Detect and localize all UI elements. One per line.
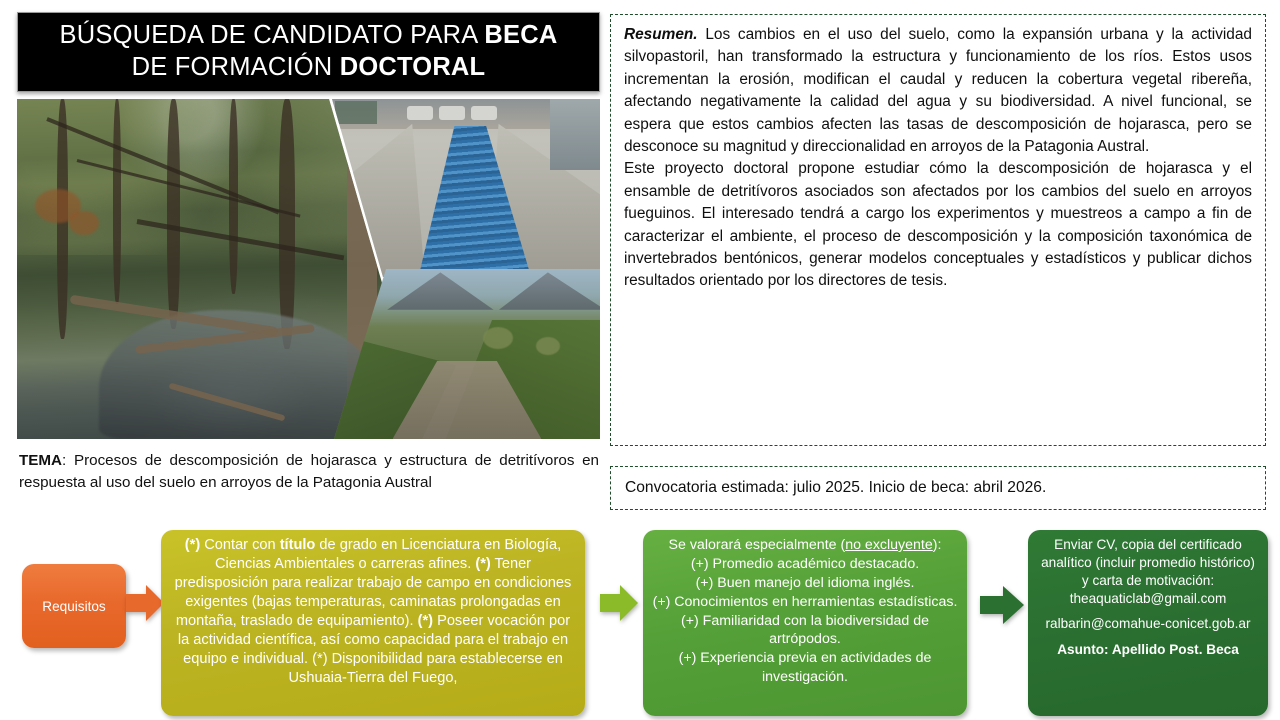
enviar-email-2[interactable]: ralbarin@comahue-conicet.gob.ar xyxy=(1045,615,1251,631)
valorado-item-4: (+) Experiencia previa en actividades de investigación. xyxy=(678,650,932,686)
building xyxy=(335,101,377,124)
tree-trunk xyxy=(167,99,180,329)
requisitos-label: Requisitos xyxy=(42,598,106,614)
valorado-text xyxy=(643,530,967,691)
valorado-intro-underline: no excluyente xyxy=(845,537,933,553)
tema-label: TEMA xyxy=(19,452,63,469)
valorado-intro-a: Se valorará especialmente ( xyxy=(668,537,846,553)
convocatoria-text: Convocatoria estimada: julio 2025. Inicio de beca: abril 2026. xyxy=(625,479,1047,496)
grass-tuft xyxy=(483,327,513,349)
parked-car xyxy=(407,106,433,120)
enviar-asunto: Asunto: Apellido Post. Beca xyxy=(1057,641,1239,657)
autumn-foliage xyxy=(69,211,99,235)
title-line2-plain: DE FORMACIÓN xyxy=(131,53,340,81)
resumen-paragraph-1 xyxy=(624,24,1252,158)
req-seg-4: de grado en Licenciatura en Biología, Ciencias Ambientales o carreras afines. xyxy=(214,537,562,572)
valorado-item-1: (+) Promedio académico destacado. xyxy=(690,555,920,572)
req-marker-2: (*) xyxy=(475,555,491,572)
resumen-body-1: Los cambios en el uso del suelo, como la expansión urbana y la actividad silvopastoril, han transformado la estructura y funcionamiento de los ríos. Estos usos incrementan la erosión, modifican el caudal y reducen la cobertura vegetal ribereña, afectando negativamente la calidad del agua y su biodiversidad. A nivel funcional, se espera que estos cambios afecten las tasas de descomposición de hojarasca, pero se desconoce su magnitud y direccionalidad en arroyos de la Patagonia Austral. xyxy=(624,26,1252,156)
req-marker-1: (*) xyxy=(184,537,201,553)
arrow-right-green-icon xyxy=(600,583,638,623)
convocatoria-panel xyxy=(610,466,1266,510)
photo-collage xyxy=(17,99,600,439)
tree-trunk xyxy=(279,99,295,349)
resumen-panel xyxy=(610,14,1266,446)
tema-text: : Procesos de descomposición de hojarasca y estructura de detritívoros en respuesta al uso del suelo en arroyos de la Patagonia Austral xyxy=(19,452,599,491)
grass-tuft xyxy=(536,337,560,355)
valorado-item-2: (+) Buen manejo del idioma inglés. xyxy=(695,574,915,591)
title-line1-plain: BÚSQUEDA DE CANDIDATO PARA xyxy=(59,21,485,50)
enviar-box xyxy=(1028,530,1268,716)
mountain xyxy=(387,272,493,309)
mountain xyxy=(499,272,600,309)
tema-block xyxy=(19,450,599,493)
req-seg-8: Poseer vocación por la actividad científica, así como capacidad para el trabajo en equipo e individual. (*) Disponibilidad para establecerse en Ushuaia-Tierra del Fuego, xyxy=(177,612,571,686)
enviar-text xyxy=(1028,530,1268,663)
resumen-paragraph-2: Este proyecto doctoral propone estudiar cómo la descomposición de hojarasca y el ensamble de detritívoros asociados son afectados por los cambios del suelo en arroyos fueguinos. El interesado tendrá a cargo los experimentos y muestreos a campo a fin de caracterizar el ambiente, el proceso de descomposición y la composición taxonómica de invertebrados bentónicos, generar modelos conceptuales y estadísticos y publicar dichos resultados orientado por los directores de tesis. xyxy=(624,160,1252,290)
enviar-email-1[interactable]: theaquaticlab@gmail.com xyxy=(1069,590,1227,606)
valorado-box xyxy=(643,530,967,716)
req-marker-3: (*) xyxy=(417,612,434,629)
enviar-intro: Enviar CV, copia del certificado analítico (incluir promedio histórico) y carta de motivación: xyxy=(1041,537,1255,588)
resumen-heading: Resumen. xyxy=(624,26,698,43)
title-line2-bold: DOCTORAL xyxy=(339,53,486,81)
arrow-right-dark-green-icon xyxy=(980,583,1024,627)
valorado-intro-b: ): xyxy=(932,537,942,553)
poster-title-text xyxy=(50,20,568,83)
req-seg-2: Contar con xyxy=(200,537,280,553)
requisitos-list-box xyxy=(161,530,585,716)
arrow-right-orange-icon xyxy=(126,583,164,623)
poster-title-banner xyxy=(17,12,600,92)
title-line1-bold: BECA xyxy=(484,21,558,50)
tree-trunk xyxy=(113,99,121,304)
valorado-item-3: (+) Conocimientos en herramientas estadísticas. (+) Familiaridad con la biodiversidad de artrópodos. xyxy=(652,593,958,648)
requisitos-list-text xyxy=(161,530,585,692)
req-titulo-bold: título xyxy=(279,537,316,553)
parked-car xyxy=(471,106,497,120)
parked-car xyxy=(439,106,465,120)
boundary-wall xyxy=(550,99,600,170)
req-seg-6: Tener predisposición para realizar trabajo de campo en condiciones exigentes (bajas temperaturas, caminatas prolongadas en montaña, traslado de equipamiento). xyxy=(174,555,572,629)
requisitos-box[interactable] xyxy=(22,564,126,648)
